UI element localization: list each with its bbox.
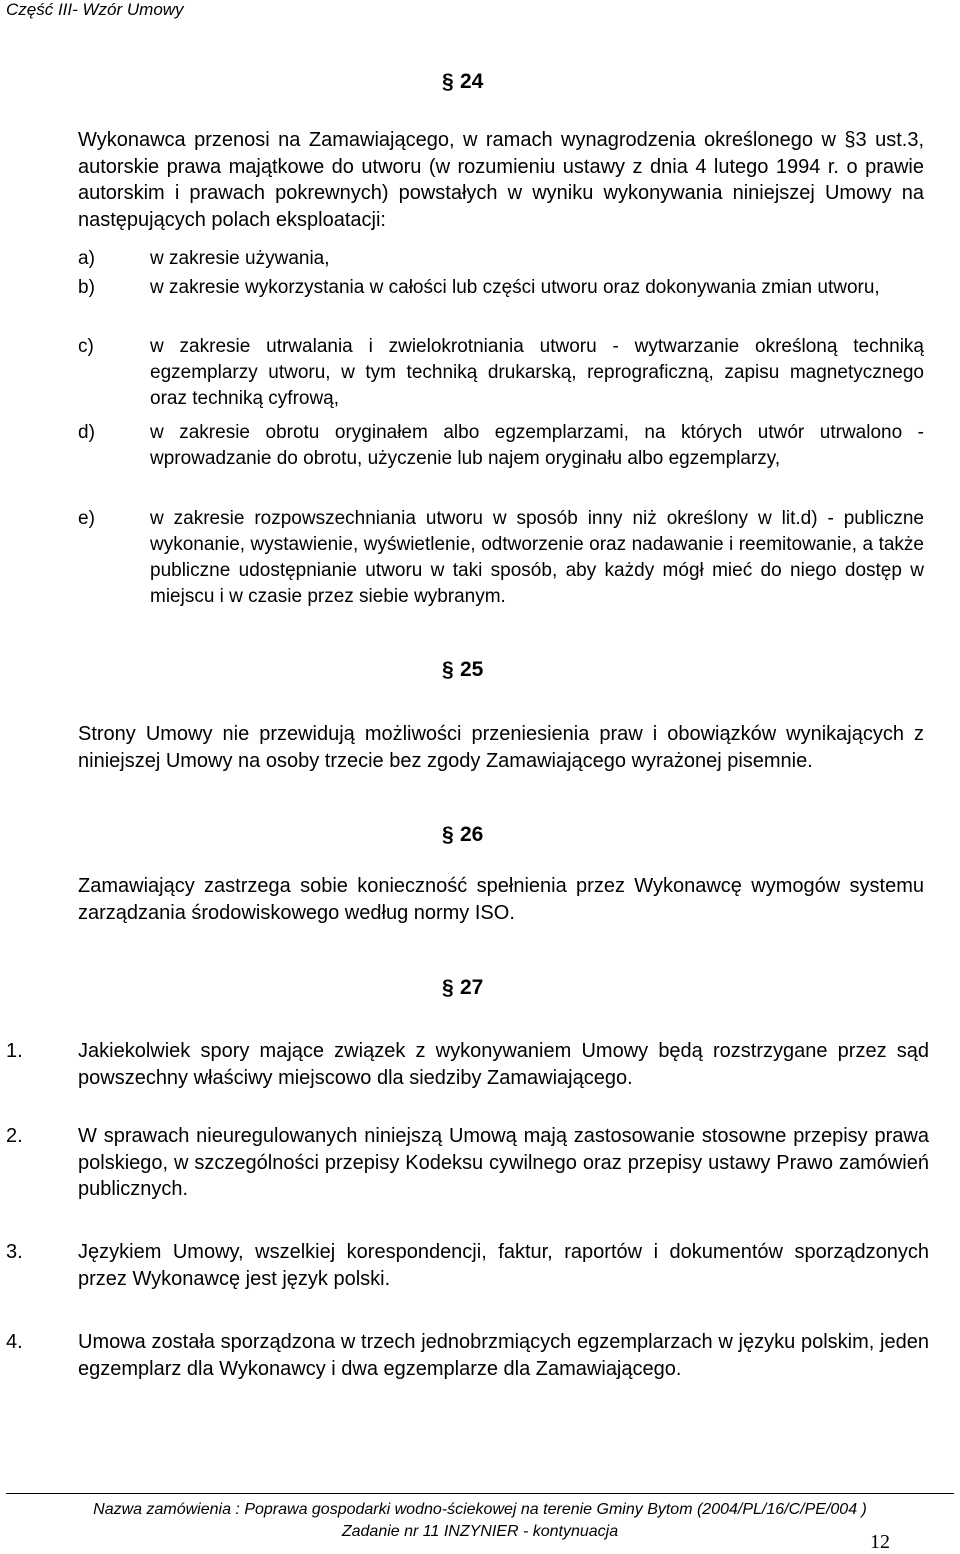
numbered-item-text: W sprawach nieuregulowanych niniejszą Umową mają zastosowanie stosowne przepisy prawa polskiego, w szczególności przepisy Kodeksu cywilnego oraz przepisy ustawy Prawo zamówień publicznych. — [78, 1125, 929, 1200]
numbered-item-text: Jakiekolwiek spory mające związek z wykonywaniem Umowy będą rozstrzygane przez sąd powszechny właściwy miejscowo dla siedziby Zamawiającego. — [78, 1040, 929, 1089]
section-heading-27 — [442, 976, 483, 1000]
section-number: 27 — [460, 976, 484, 999]
section-symbol: § — [442, 976, 454, 999]
list-item — [78, 506, 924, 610]
list-marker: a) — [78, 248, 95, 269]
numbered-item-text: Językiem Umowy, wszelkiej korespondencji, faktur, raportów i dokumentów sporządzonych przez Wykonawcę jest język polski. — [78, 1241, 929, 1290]
list-marker: b) — [78, 277, 95, 298]
list-item-text: w zakresie rozpowszechniania utworu w sposób inny niż określony w lit.d) - publiczne wykonanie, wystawienie, wyświetlenie, odtworzenie oraz nadawanie i reemitowanie, a także publiczne udostępnianie utworu w taki sposób, aby każdy mógł mieć do niego dostęp w miejscu i w czasie przez siebie wybranym. — [150, 508, 924, 607]
numbered-item — [6, 1123, 929, 1203]
numbered-item — [6, 1038, 929, 1091]
section-25-text: Strony Umowy nie przewidują możliwości przeniesienia praw i obowiązków wynikających z niniejszej Umowy na osoby trzecie bez zgody Zamawiającego wyrażonej pisemnie. — [78, 723, 924, 772]
section-symbol: § — [442, 70, 454, 93]
footer-project-name: Nazwa zamówienia : Poprawa gospodarki wodno-ściekowej na terenie Gminy Bytom (2004/PL/16/C/PE/004 ) — [93, 1501, 867, 1518]
numbered-item-text: Umowa została sporządzona w trzech jednobrzmiących egzemplarzach w języku polskim, jeden egzemplarz dla Wykonawcy i dwa egzemplarze dla Zamawiającego. — [78, 1331, 929, 1380]
list-item-text: w zakresie obrotu oryginałem albo egzemplarzami, na których utwór utrwalono - wprowadzanie do obrotu, użyczenie lub najem oryginału albo egzemplarzy, — [150, 422, 924, 469]
numbered-item — [6, 1329, 929, 1382]
list-item — [78, 334, 924, 412]
list-marker: d) — [78, 422, 95, 443]
list-marker: c) — [78, 336, 94, 357]
section-heading-25 — [442, 658, 483, 682]
item-number: 3. — [6, 1241, 23, 1263]
list-item-text: w zakresie utrwalania i zwielokrotniania utworu - wytwarzanie określoną techniką egzemplarzy utworu, w tym techniką drukarską, reprograficzną, zapisu magnetycznego oraz techniką cyfrową, — [150, 336, 924, 409]
section-heading-24 — [442, 70, 483, 94]
document-header: Część III- Wzór Umowy — [6, 0, 184, 19]
footer-divider — [6, 1493, 954, 1494]
page-number: 12 — [870, 1531, 890, 1553]
list-item-text: w zakresie używania, — [150, 248, 330, 269]
section-26-text: Zamawiający zastrzega sobie konieczność spełnienia przez Wykonawcę wymogów systemu zarządzania środowiskowego według normy ISO. — [78, 875, 924, 924]
item-number: 1. — [6, 1040, 23, 1062]
section-number: 25 — [460, 658, 484, 681]
list-item — [78, 275, 924, 301]
section-heading-26 — [442, 823, 483, 847]
item-number: 4. — [6, 1331, 23, 1353]
list-marker: e) — [78, 508, 95, 529]
section-symbol: § — [442, 823, 454, 846]
numbered-item — [6, 1239, 929, 1292]
list-item — [78, 246, 924, 272]
list-item-text: w zakresie wykorzystania w całości lub części utworu oraz dokonywania zmian utworu, — [150, 277, 880, 298]
section-number: 24 — [460, 70, 484, 93]
section-24-intro: Wykonawca przenosi na Zamawiającego, w ramach wynagrodzenia określonego w §3 ust.3, autorskie prawa majątkowe do utworu (w rozumieniu ustawy z dnia 4 lutego 1994 r. o prawie autorskim i prawach pokrewnych) powstałych w wyniku wykonywania niniejszej Umowy na następujących polach eksploatacji: — [78, 129, 924, 231]
list-item — [78, 420, 924, 472]
section-symbol: § — [442, 658, 454, 681]
item-number: 2. — [6, 1125, 23, 1147]
footer-task-name: Zadanie nr 11 INZYNIER - kontynuacja — [341, 1523, 619, 1540]
section-number: 26 — [460, 823, 484, 846]
